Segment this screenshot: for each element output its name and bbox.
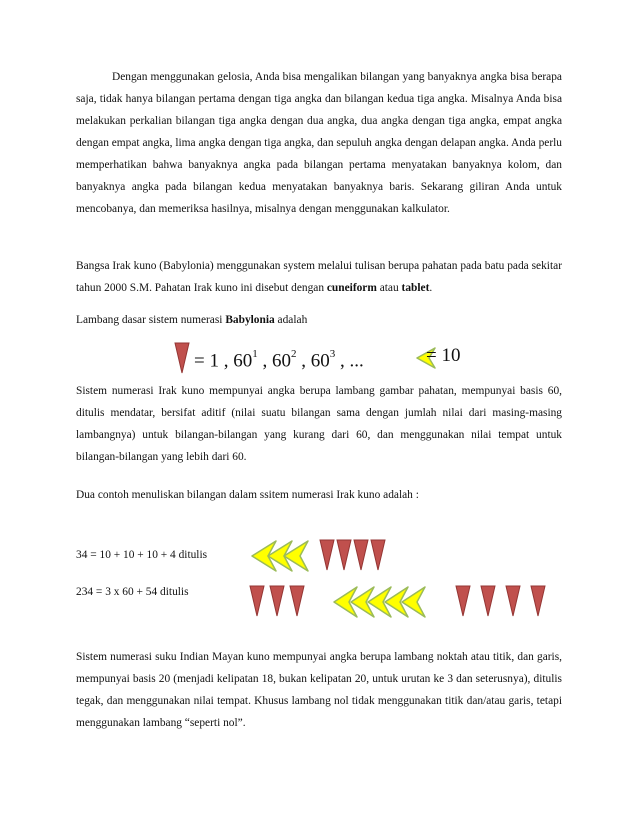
example-234-symbols bbox=[248, 584, 548, 618]
paragraph-gelosia: Dengan menggunakan gelosia, Anda bisa mengalikan bilangan yang banyaknya angka bisa berapa saja, tidak hanya bilangan pertama dengan tiga angka dan bilangan kedua tiga angka. Misalnya Anda bisa melakukan perkalian bilangan tiga angka dengan dua angka, dua angka dengan tiga angka, empat angka dengan empat angka, lima angka dengan tiga angka, dan sepuluh angka dengan delapan angka. Anda perlu memperhatikan bahwa banyaknya angka pada bilangan pertama menyatakan banyaknya kolom, dan banyaknya angka pada bilangan kedua menyatakan banyaknya baris. Sekarang giliran Anda untuk mencobanya, dan memeriksa hasilnya, misalnya dengan menggunakan kalkulator. bbox=[76, 71, 562, 215]
wedge-icon bbox=[290, 586, 304, 616]
wedge-icon bbox=[250, 586, 264, 616]
wedge-icon bbox=[456, 586, 470, 616]
formula-text: , 60 bbox=[296, 350, 330, 372]
wedge-icon bbox=[320, 540, 334, 570]
paragraph-symbol-intro bbox=[76, 309, 562, 331]
wedge-icon bbox=[337, 540, 351, 570]
paragraph-mayan-system: Sistem numerasi suku Indian Mayan kuno mempunyai angka berupa lambang noktah atau titik, dan garis, mempunyai basis 20 (menjadi kelipatan 18, bukan kelipatan 20, untuk urutan ke 3 dan seterusnya), ditulis tegak, dan menggunakan nilai tempat. Khusus lambang nol tidak menggunakan titik dan/atau garis, tetapi menggunakan lambang “seperti nol”. bbox=[76, 651, 562, 729]
exponent: 2 bbox=[290, 348, 297, 360]
formula-ten: = 10 bbox=[426, 345, 461, 366]
exponent: 3 bbox=[329, 348, 336, 360]
exponent: 1 bbox=[252, 348, 258, 360]
text-run: adalah bbox=[274, 314, 308, 326]
example-234-label: 234 = 3 x 60 + 54 ditulis bbox=[76, 586, 189, 598]
wedge-symbol-icon bbox=[174, 342, 190, 374]
formula-text: = 1 , 60 bbox=[194, 350, 253, 372]
paragraph-examples-intro: Dua contoh menuliskan bilangan dalam ssitem numerasi Irak kuno adalah : bbox=[76, 489, 419, 501]
wedge-icon bbox=[270, 586, 284, 616]
text-run: Lambang dasar sistem numerasi bbox=[76, 314, 226, 326]
term-cuneiform: cuneiform bbox=[326, 282, 377, 294]
example-34-label: 34 = 10 + 10 + 10 + 4 ditulis bbox=[76, 549, 208, 561]
wedge-icon bbox=[354, 540, 368, 570]
example-34-symbols bbox=[248, 538, 408, 574]
formula-text: , ... bbox=[335, 350, 364, 372]
wedge-icon bbox=[506, 586, 520, 616]
formula-text: , 60 bbox=[257, 350, 291, 372]
text-run: Bangsa Irak kuno (Babylonia) menggunakan system melalui tulisan berupa pahatan pada batu pada sekitar tahun 2000 S.M. Pahatan Irak kuno ini disebut dengan bbox=[76, 260, 562, 294]
term-tablet: tablet bbox=[401, 282, 430, 294]
wedge-icon bbox=[481, 586, 495, 616]
paragraph-babylonia-system: Sistem numerasi Irak kuno mempunyai angka berupa lambang gambar pahatan, mempunyai basis 60, ditulis mendatar, bersifat aditif (nilai suatu bilangan sama dengan jumlah nilai dari masing-masing lambangnya) untuk bilangan-bilangan yang kurang dari 60, dan menggunakan nilai tempat untuk bilangan-bilangan yang lebih dari 60. bbox=[76, 385, 562, 463]
text-run: atau bbox=[376, 282, 402, 294]
formula-powers bbox=[194, 341, 364, 376]
wedge-icon bbox=[371, 540, 385, 570]
babylonian-symbol-formula bbox=[174, 340, 494, 374]
text-run: . bbox=[429, 282, 433, 294]
term-babylonia: Babylonia bbox=[225, 314, 275, 326]
paragraph-babylonia-intro bbox=[76, 255, 562, 299]
wedge-icon bbox=[531, 586, 545, 616]
